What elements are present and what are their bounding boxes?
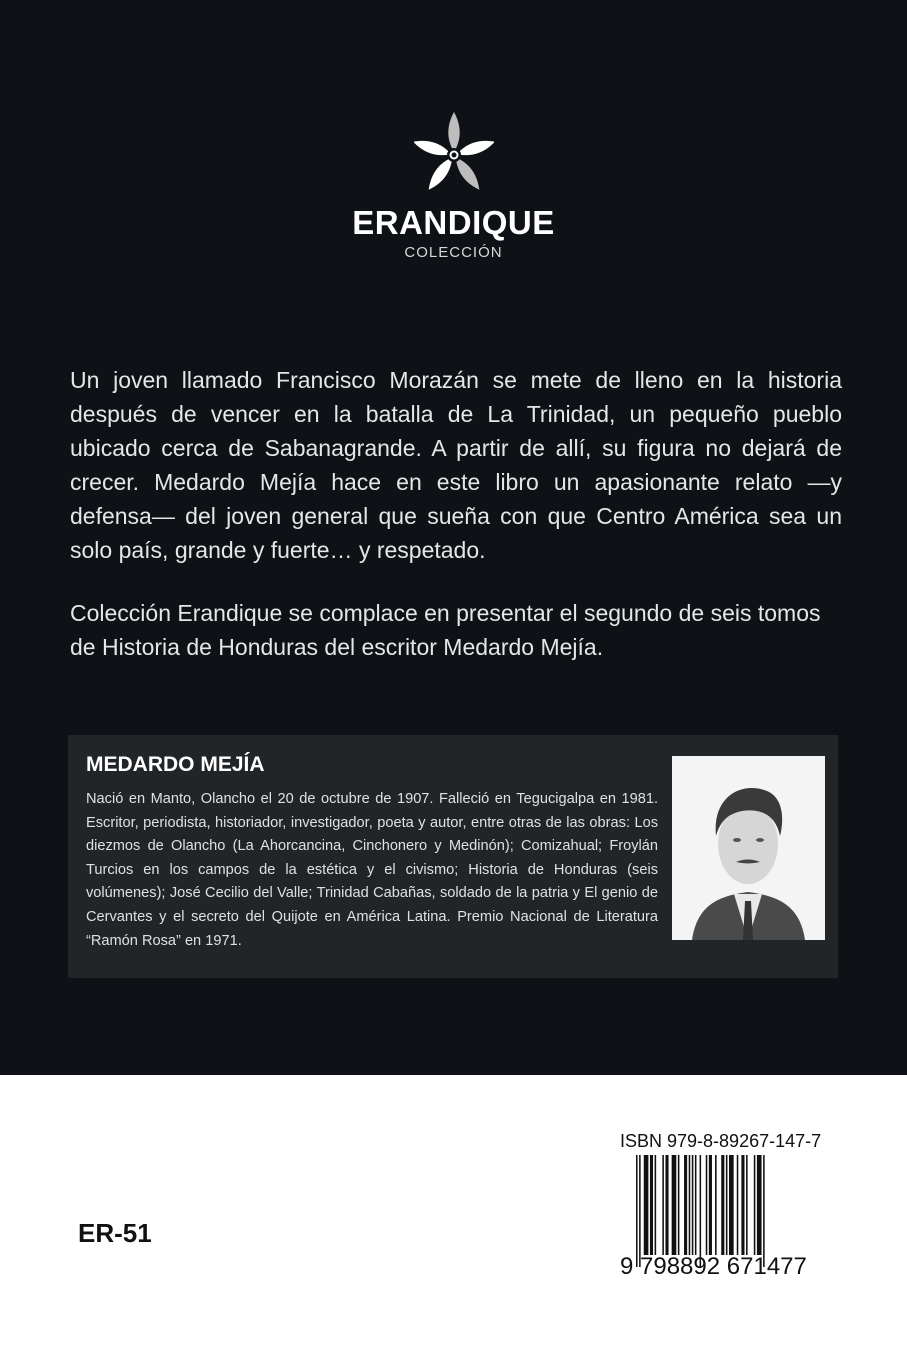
barcode-bar — [662, 1155, 664, 1255]
synopsis-paragraph: Un joven llamado Francisco Morazán se mete de lleno en la historia después de vencer en la batalla de La Trinidad, un pequeño pueblo ubicado cerca de Sabanagrande. A partir de allí, su figura no dejará de crecer. Medardo Mejía hace en este libro un apasionante relato —y defensa— del joven general que sueña con que Centro América sea un solo país, grande y fuerte… y respetado. — [70, 367, 842, 563]
barcode-bar — [709, 1155, 712, 1255]
author-name: MEDARDO MEJÍA — [86, 753, 265, 776]
barcode-bar — [689, 1155, 691, 1255]
barcode-bar — [721, 1155, 724, 1255]
barcode-bar — [692, 1155, 694, 1255]
barcode-bar — [665, 1155, 668, 1255]
author-portrait — [672, 756, 825, 940]
author-box — [68, 735, 838, 978]
barcode-bar — [678, 1155, 680, 1255]
flower-icon — [414, 112, 494, 198]
barcode-bar — [684, 1155, 687, 1255]
barcode-bar — [636, 1155, 638, 1267]
barcode-bar — [639, 1155, 641, 1267]
barcode-bar — [655, 1155, 657, 1255]
barcode-bar — [672, 1155, 677, 1255]
author-bio: Nació en Manto, Olancho el 20 de octubre de 1907. Falleció en Tegucigalpa en 1981. Escritor, periodista, historiador, investigador, poeta y autor, entre otras de las obras: Los diezmos de Olancho (La Ahorcancina, Cinchonero y Medinón); Comizahual; Froylán Turcios en los campos de la estética y el civismo; Historia de Honduras (seis volúmenes); José Cecilio del Valle; Trinidad Cabañas, soldado de la patria y El genio de Cervantes y el secreto del Quijote en América Latina. Premio Nacional de Literatura “Ramón Rosa” en 1971. — [86, 791, 658, 949]
barcode-bar — [650, 1155, 653, 1255]
barcode-bar — [706, 1155, 708, 1255]
barcode-bar — [729, 1155, 734, 1255]
barcode-bar — [737, 1155, 739, 1255]
barcode-bar — [695, 1155, 697, 1255]
barcode-bar — [700, 1155, 702, 1267]
brand-subtitle: COLECCIÓN — [404, 244, 503, 261]
barcode-bar — [741, 1155, 744, 1255]
isbn-label: ISBN 979-8-89267-147-7 — [620, 1131, 822, 1151]
barcode-bar — [644, 1155, 649, 1255]
barcode-bar — [746, 1155, 748, 1255]
barcode-bar — [715, 1155, 717, 1255]
collection-paragraph: Colección Erandique se complace en presentar el segundo de seis tomos de Historia de Honduras del escritor Medardo Mejía. — [70, 600, 821, 660]
series-code: ER-51 — [78, 1218, 152, 1248]
brand-name: ERANDIQUE — [352, 204, 555, 241]
barcode-bar — [754, 1155, 756, 1255]
barcode-bar — [757, 1155, 762, 1255]
isbn-digits: 9 798892 671477 — [620, 1253, 807, 1280]
barcode-bar — [726, 1155, 728, 1255]
erandique-logo — [0, 112, 907, 261]
barcode-bar — [763, 1155, 765, 1267]
